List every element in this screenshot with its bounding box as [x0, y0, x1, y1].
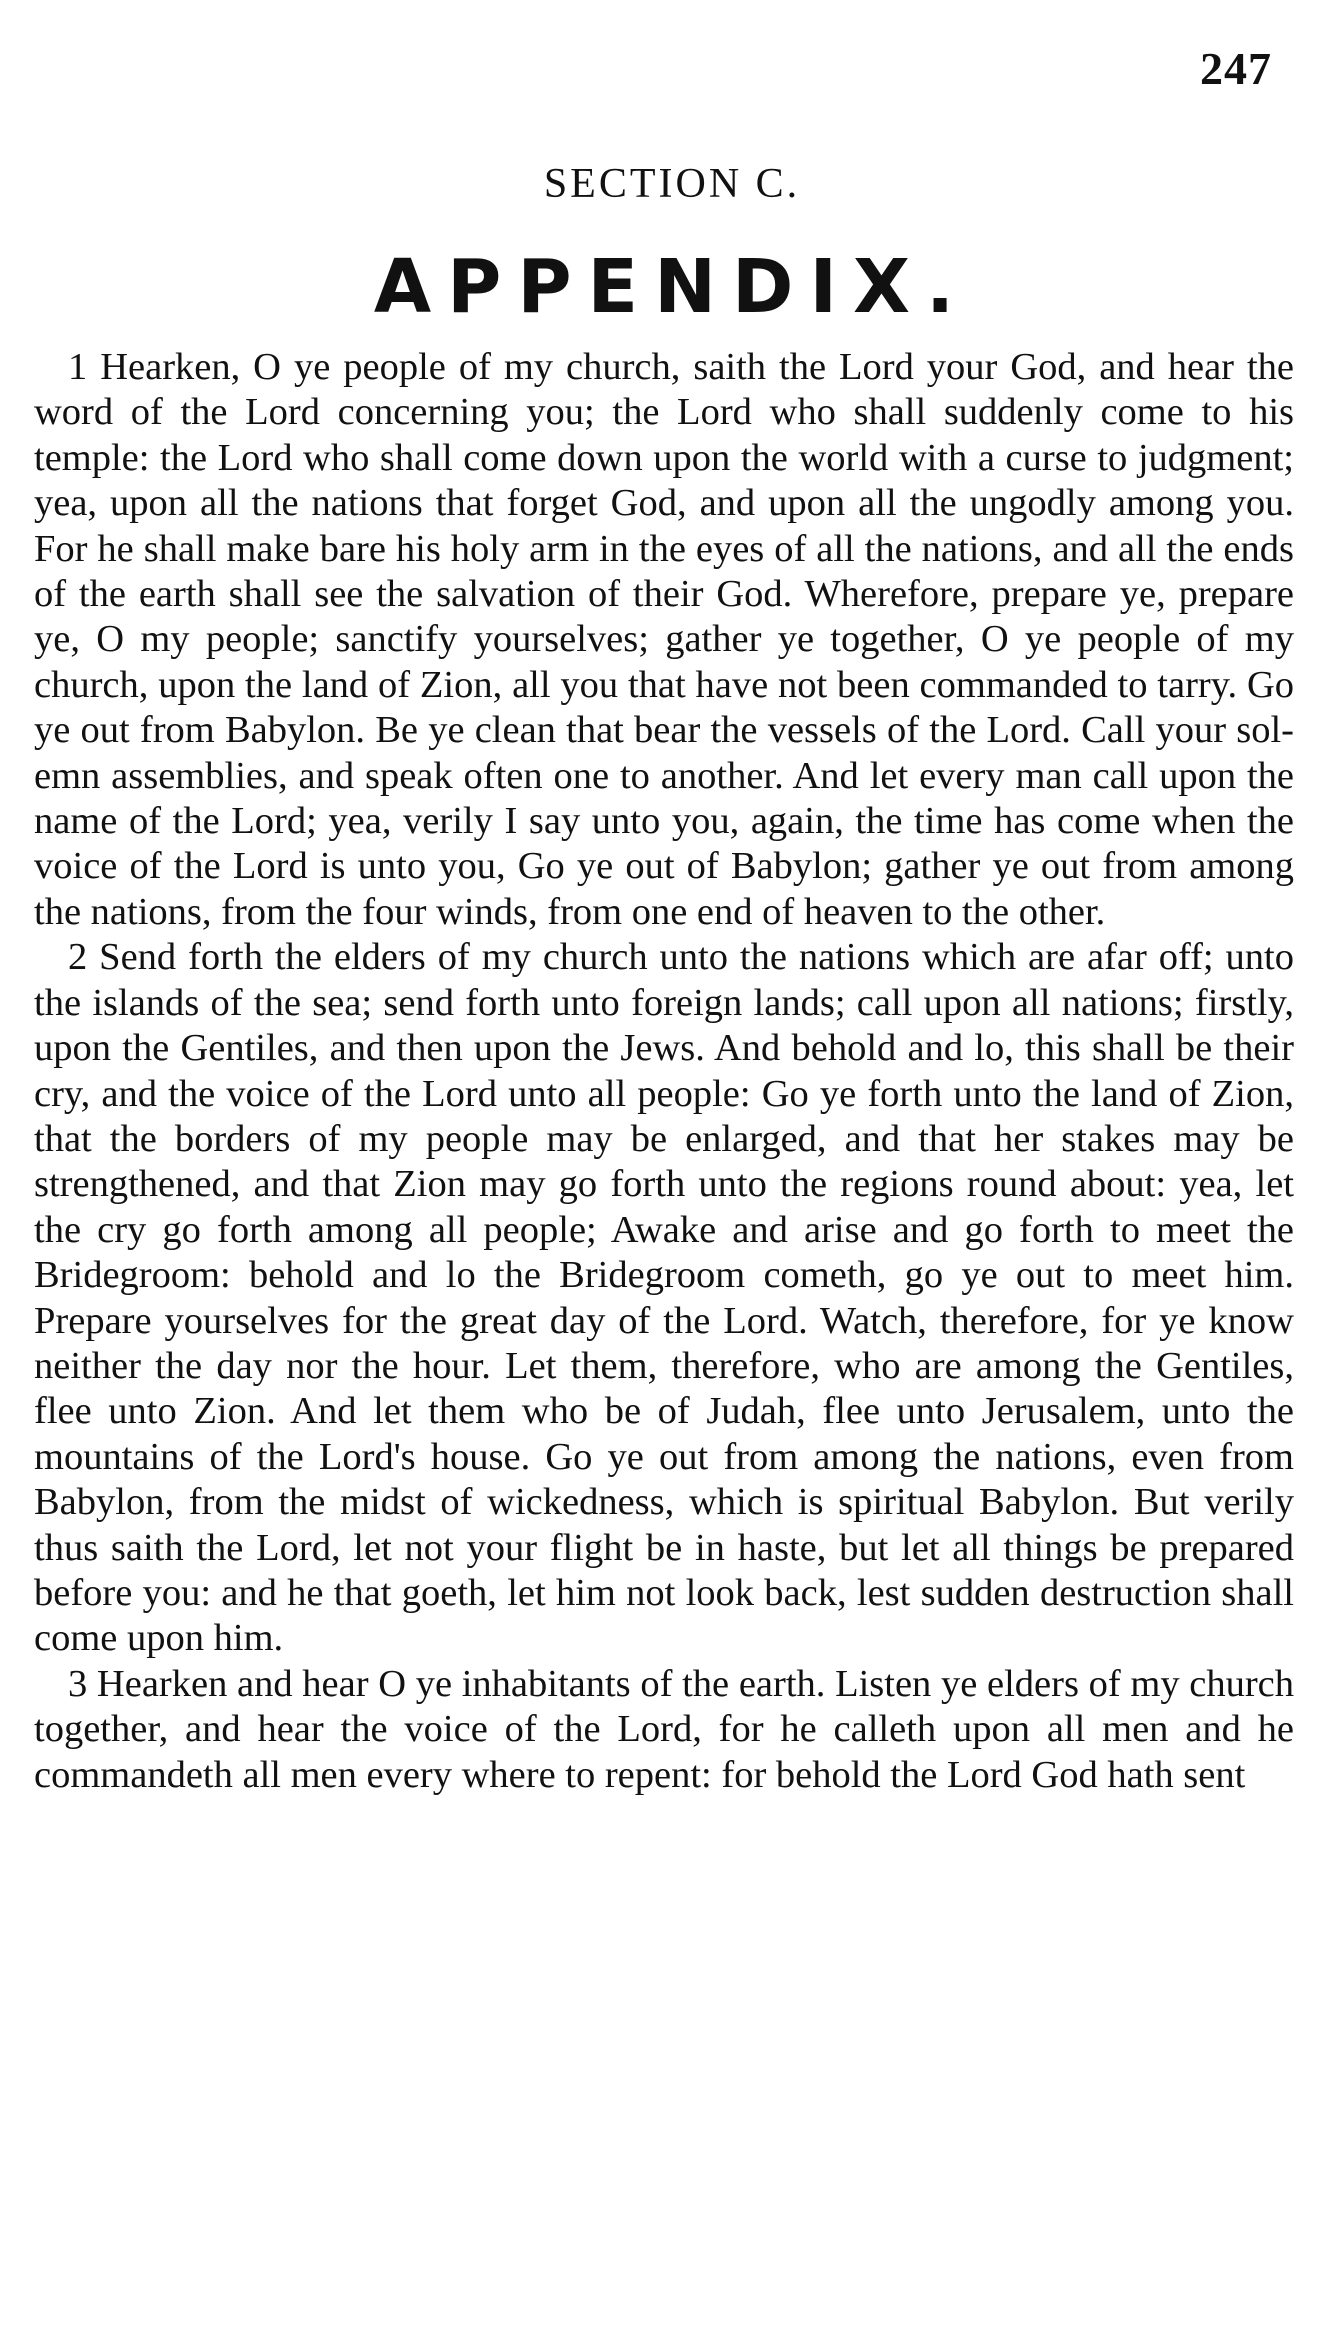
body-text	[34, 345, 1294, 1798]
page-title: APPENDIX.	[373, 244, 971, 330]
verse-paragraph: 2 Send forth the elders of my church unto the nations which are afar off; unto the islands of the sea; send forth unto foreign lands; call upon all nations; firstly, upon the Gentiles, and then upon the Jews. And behold and lo, this shall be their cry, and the voice of the Lord unto all people: Go ye forth unto the land of Zion, that the borders of my people may be enlarged, and that her stakes may be strengthened, and that Zion may go forth unto the regions round about: yea, let the cry go forth among all people; Awake and arise and go forth to meet the Bridegroom: behold and lo the Bridegroom cometh, go ye out to meet him. Prepare yourselves for the great day of the Lord. Watch, therefore, for ye know neither the day nor the hour. Let them, therefore, who are among the Gentiles, flee unto Zion. And let them who be of Judah, flee unto Jerusalem, unto the mountains of the Lord's house. Go ye out from among the nations, even from Babylon, from the midst of wickedness, which is spiritual Babylon. But verily thus saith the Lord, let not your flight be in haste, but let all things be prepared before you: and he that goeth, let him not look back, lest sudden destruction shall come upon him.	[34, 936, 1294, 1660]
section-heading: SECTION C.	[543, 161, 801, 207]
page-number: 247	[1200, 43, 1272, 94]
verse-paragraph: 1 Hearken, O ye people of my church, saith the Lord your God, and hear the word of the Lord concerning you; the Lord who shall suddenly come to his temple: the Lord who shall come down upon the world with a curse to judgment; yea, upon all the nations that forget God, and upon all the ungodly among you. For he shall make bare his holy arm in the eyes of all the nations, and all the ends of the earth shall see the salvation of their God. Wherefore, prepare ye, prepare ye, O my people; sanctify yourselves; gather ye together, O ye people of my church, upon the land of Zion, all you that have not been commanded to tarry. Go ye out from Babylon. Be ye clean that bear the vessels of the Lord. Call your solemn assemblies, and speak often one to another. And let every man call upon the name of the Lord; yea, verily I say unto you, again, the time has come when the voice of the Lord is unto you, Go ye out of Babylon; gather ye out from among the nations, from the four winds, from one end of heaven to the other.	[34, 346, 1294, 933]
verse-paragraph: 3 Hearken and hear O ye inhabitants of the earth. Listen ye elders of my church together, and hear the voice of the Lord, for he calleth upon all men and he commandeth all men every where to repent: for behold the Lord God hath sent	[34, 1662, 1294, 1796]
